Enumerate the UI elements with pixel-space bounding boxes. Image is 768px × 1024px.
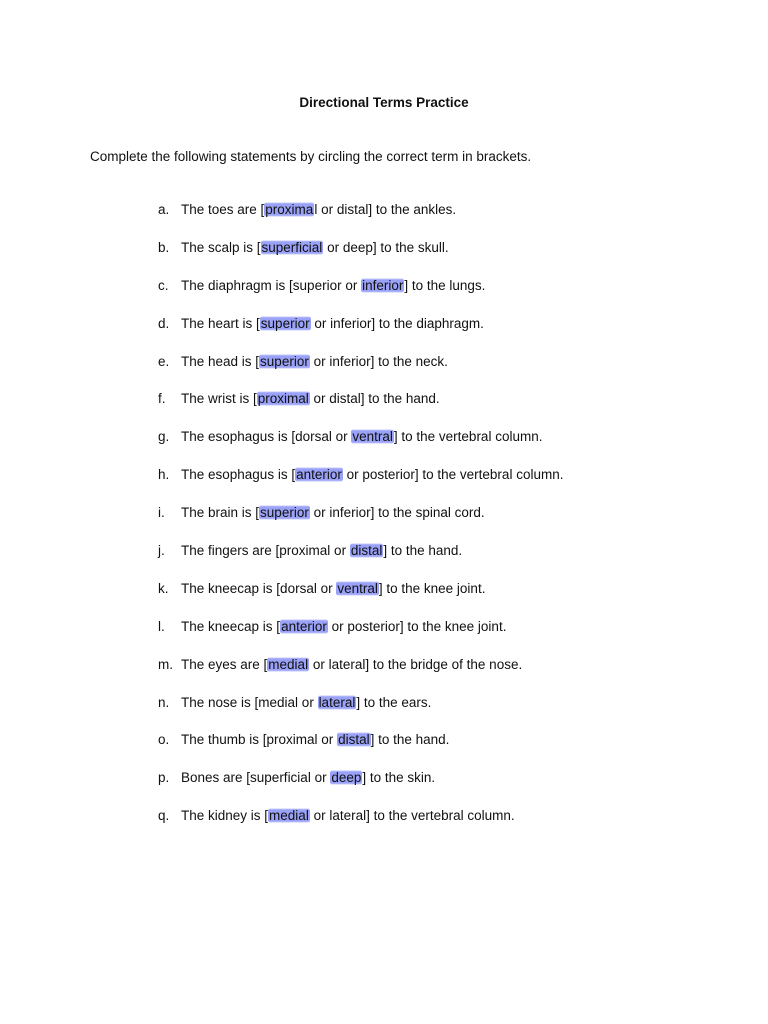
statement-after: ] to the hand. (370, 732, 450, 748)
list-item-letter: i. (158, 505, 165, 521)
statement-before: The nose is [medial or (181, 694, 318, 710)
list-item-text (181, 239, 449, 257)
statement-before: The thumb is [proximal or (181, 732, 338, 748)
statement-before: The head is [ (181, 353, 260, 369)
list-item-letter: p. (158, 770, 170, 786)
list-item (158, 239, 563, 277)
statement-before: The esophagus is [dorsal or (181, 429, 352, 445)
list-item-text (181, 353, 448, 371)
statement-before: The esophagus is [ (181, 467, 296, 483)
list-item (158, 769, 563, 807)
statement-before: The kneecap is [ (181, 618, 281, 634)
statement-after: ] to the ears. (356, 694, 432, 710)
list-item-letter: k. (158, 580, 169, 596)
statement-before: The diaphragm is [superior or (181, 277, 362, 293)
list-item-text (181, 390, 440, 408)
statement-after: or deep] to the skull. (323, 239, 449, 255)
list-item (158, 656, 563, 694)
highlighted-answer: anterior (281, 618, 327, 634)
highlighted-answer: inferior (362, 277, 404, 293)
highlighted-answer: superior (260, 315, 310, 331)
list-item-letter: b. (158, 239, 170, 255)
page-title: Directional Terms Practice (299, 95, 469, 110)
statement-after: ] to the hand. (383, 543, 463, 559)
list-item (158, 201, 563, 239)
list-item-letter: e. (158, 353, 170, 369)
list-item (158, 466, 563, 504)
statement-after: or lateral] to the vertebral column. (309, 808, 515, 824)
highlighted-answer: superficial (261, 239, 323, 255)
statement-after: ] to the skin. (362, 770, 436, 786)
list-item (158, 504, 563, 542)
highlighted-answer: deep (331, 770, 362, 786)
statement-before: The eyes are [ (181, 656, 268, 672)
statement-after: or distal] to the hand. (309, 391, 440, 407)
statement-after: ] to the knee joint. (378, 580, 486, 596)
list-item (158, 807, 563, 845)
statement-before: The kneecap is [dorsal or (181, 580, 337, 596)
statement-before: The heart is [ (181, 315, 260, 331)
highlighted-answer: ventral (337, 580, 378, 596)
list-item-letter: j. (158, 543, 165, 559)
statement-before: Bones are [superficial or (181, 770, 331, 786)
highlighted-answer: anterior (296, 467, 342, 483)
list-item (158, 315, 563, 353)
list-item-letter: c. (158, 277, 169, 293)
list-item (158, 580, 563, 618)
list-item-text (181, 580, 485, 598)
statement-before: The fingers are [proximal or (181, 543, 350, 559)
question-list (158, 201, 563, 845)
statement-after: ] to the lungs. (404, 277, 486, 293)
list-item-text (181, 694, 431, 712)
highlighted-answer: medial (269, 808, 309, 824)
list-item-text (181, 656, 522, 674)
list-item-text (181, 769, 435, 787)
list-item-letter: h. (158, 467, 170, 483)
highlighted-answer: superior (260, 353, 309, 369)
statement-before: The toes are [ (181, 202, 265, 217)
statement-before: The brain is [ (181, 505, 260, 521)
statement-after: or inferior] to the spinal cord. (309, 505, 485, 521)
statement-after: or inferior] to the neck. (309, 353, 448, 369)
list-item (158, 277, 563, 315)
highlighted-answer: superior (260, 505, 309, 521)
list-item (158, 542, 563, 580)
list-item-letter: d. (158, 315, 170, 331)
highlighted-answer: distal (350, 543, 383, 559)
statement-after: ] to the vertebral column. (393, 429, 543, 445)
list-item-text (181, 807, 515, 825)
statement-after: or lateral] to the bridge of the nose. (309, 656, 523, 672)
highlighted-answer: proxima (265, 202, 314, 217)
statement-before: The kidney is [ (181, 808, 269, 824)
highlighted-answer: proximal (257, 391, 309, 407)
list-item (158, 428, 563, 466)
highlighted-answer: medial (268, 656, 309, 672)
statement-after: l or distal] to the ankles. (314, 202, 457, 217)
statement-after: or inferior] to the diaphragm. (310, 315, 484, 331)
statement-after: or posterior] to the knee joint. (327, 618, 507, 634)
list-item-text (181, 542, 462, 560)
list-item (158, 694, 563, 732)
list-item-text (181, 731, 449, 749)
list-item-letter: l. (158, 618, 165, 634)
list-item (158, 390, 563, 428)
list-item (158, 353, 563, 391)
highlighted-answer: lateral (318, 694, 356, 710)
list-item-text (181, 466, 563, 484)
list-item-letter: a. (158, 202, 170, 217)
list-item-letter: o. (158, 732, 170, 748)
list-item-text (181, 504, 485, 522)
statement-before: The scalp is [ (181, 239, 261, 255)
highlighted-answer: distal (338, 732, 370, 748)
list-item-text (181, 277, 485, 295)
list-item (158, 731, 563, 769)
statement-after: or posterior] to the vertebral column. (342, 467, 564, 483)
list-item-letter: m. (158, 656, 173, 672)
list-item (158, 618, 563, 656)
highlighted-answer: ventral (352, 429, 393, 445)
list-item-text (181, 201, 456, 219)
list-item-text (181, 428, 542, 446)
list-item-text (181, 618, 506, 636)
list-item-text (181, 315, 484, 333)
list-item-letter: g. (158, 429, 170, 445)
statement-before: The wrist is [ (181, 391, 257, 407)
list-item-letter: n. (158, 694, 170, 710)
list-item-letter: f. (158, 391, 166, 407)
instructions-text: Complete the following statements by circling the correct term in brackets. (90, 149, 532, 164)
list-item-letter: q. (158, 808, 170, 824)
